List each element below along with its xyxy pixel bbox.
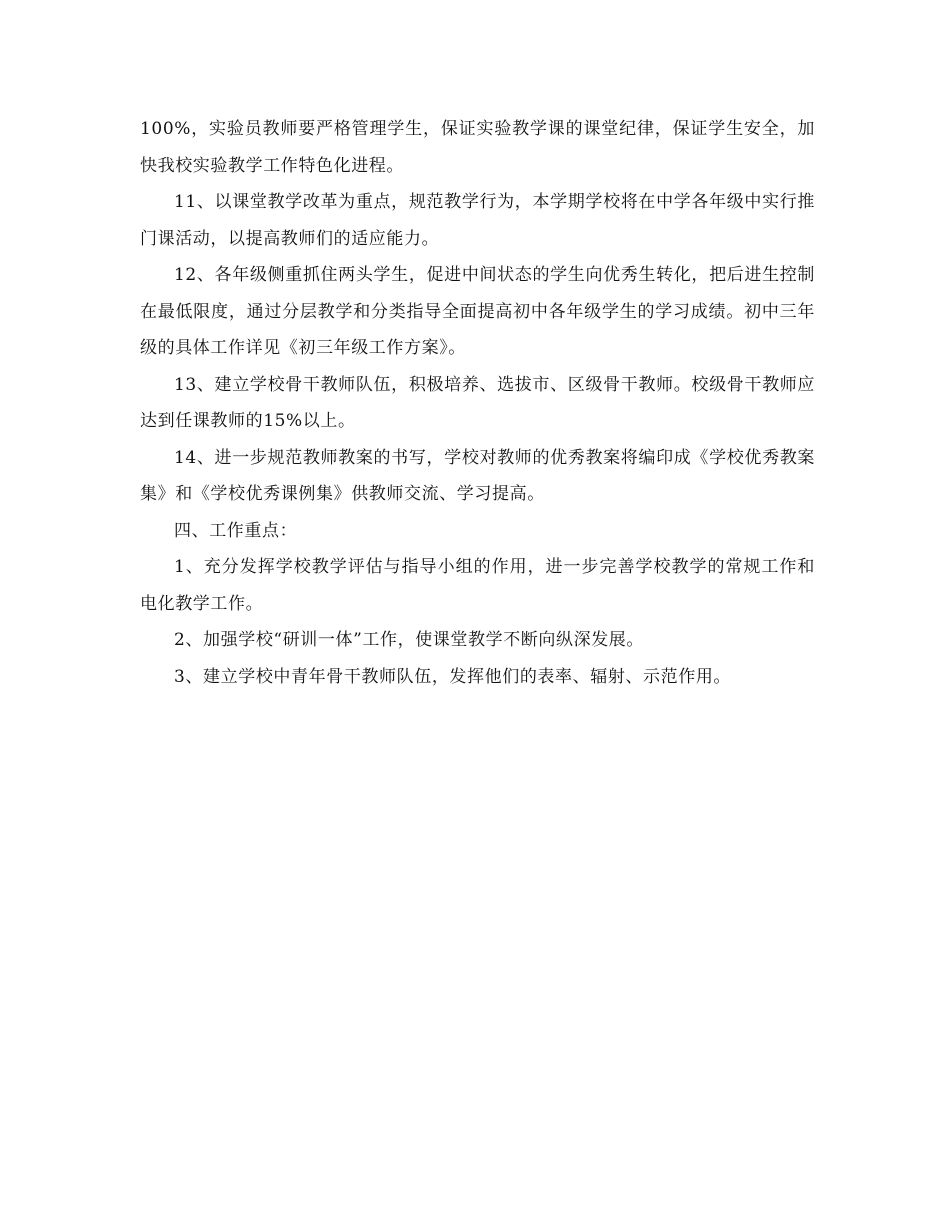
paragraph-focus-1: 1、充分发挥学校教学评估与指导小组的作用，进一步完善学校教学的常规工作和电化教学工作。: [140, 557, 815, 614]
document-body: [140, 111, 815, 695]
paragraph-continuation: 100%，实验员教师要严格管理学生，保证实验教学课的课堂纪律，保证学生安全，加快我校实验教学工作特色化进程。: [140, 119, 815, 176]
paragraph-item-11: 11、以课堂教学改革为重点，规范教学行为，本学期学校将在中学各年级中实行推门课活动，以提高教师们的适应能力。: [140, 192, 815, 249]
paragraph-focus-2: 2、加强学校“研训一体”工作，使课堂教学不断向纵深发展。: [174, 630, 644, 650]
paragraph-focus-3: 3、建立学校中青年骨干教师队伍，发挥他们的表率、辐射、示范作用。: [174, 666, 732, 687]
paragraph-item-12: 12、各年级侧重抓住两头学生，促进中间状态的学生向优秀生转化，把后进生控制在最低限度，通过分层教学和分类指导全面提高初中各年级学生的学习成绩。初中三年级的具体工作详见《初三年级工作方案》。: [140, 265, 815, 358]
section-heading-work-focus: 四、工作重点：: [174, 520, 298, 541]
paragraph-item-13: 13、建立学校骨干教师队伍，积极培养、选拔市、区级骨干教师。校级骨干教师应达到任课教师的15%以上。: [140, 374, 815, 431]
paragraph-item-14: 14、进一步规范教师教案的书写，学校对教师的优秀教案将编印成《学校优秀教案集》和《学校优秀课例集》供教师交流、学习提高。: [140, 447, 815, 504]
